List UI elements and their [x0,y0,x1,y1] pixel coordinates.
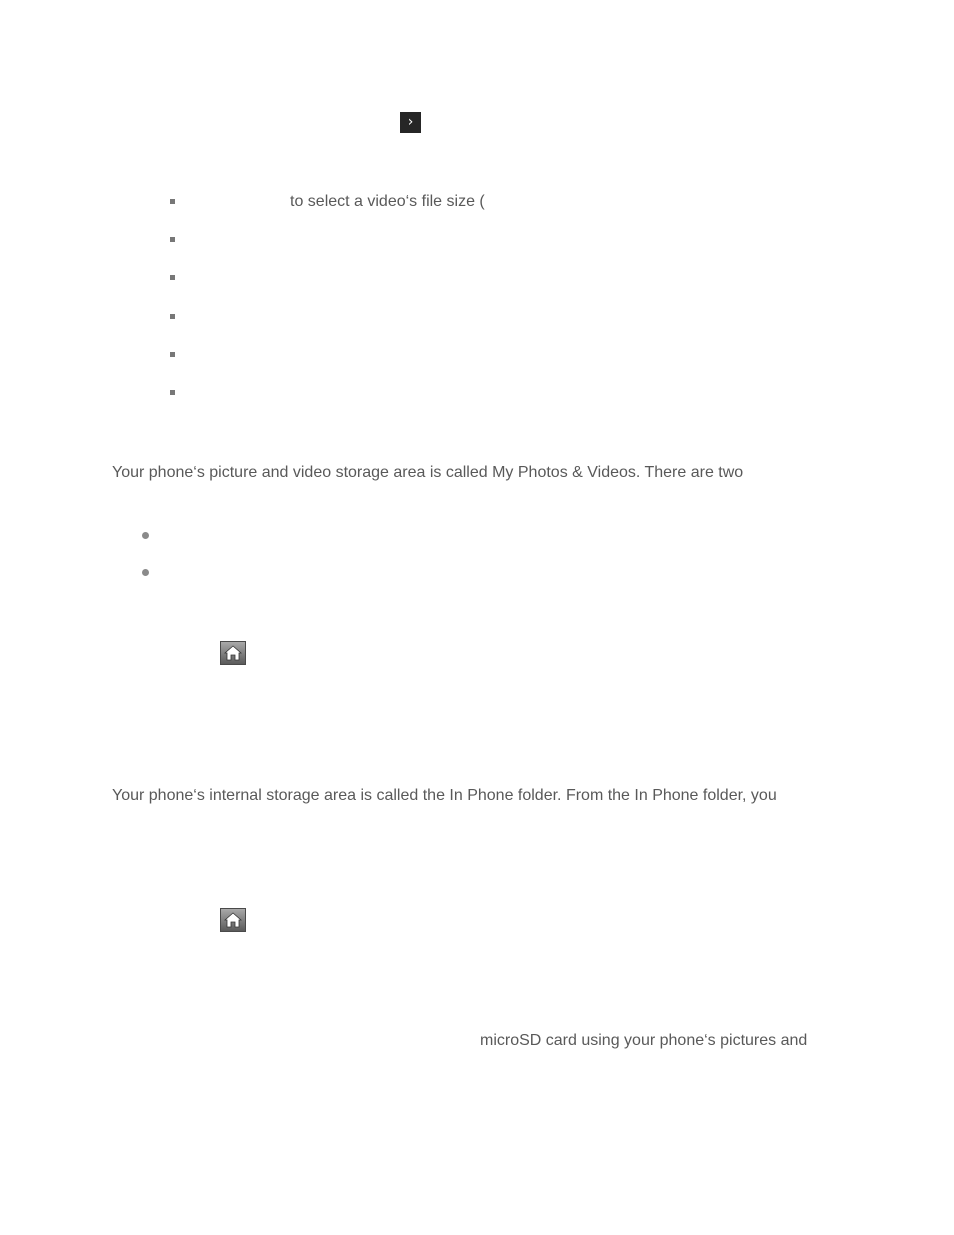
list-bullet [142,569,149,576]
list-bullet [170,314,175,319]
list-bullet [170,390,175,395]
video-file-size-text: to select a video‘s file size ( [290,193,485,210]
microsd-text: microSD card using your phone‘s pictures and [480,1032,808,1049]
home-icon [220,641,246,665]
in-phone-folder-intro: Your phone‘s internal storage area is called the In Phone folder. From the In Phone folder, you [112,787,777,804]
list-bullet [170,199,175,204]
list-bullet [142,532,149,539]
my-photos-videos-intro: Your phone‘s picture and video storage area is called My Photos & Videos. There are two [112,464,744,481]
home-icon [220,908,246,932]
list-bullet [170,237,175,242]
list-bullet [170,275,175,280]
chevron-right-icon: › [400,112,421,133]
list-bullet [170,352,175,357]
